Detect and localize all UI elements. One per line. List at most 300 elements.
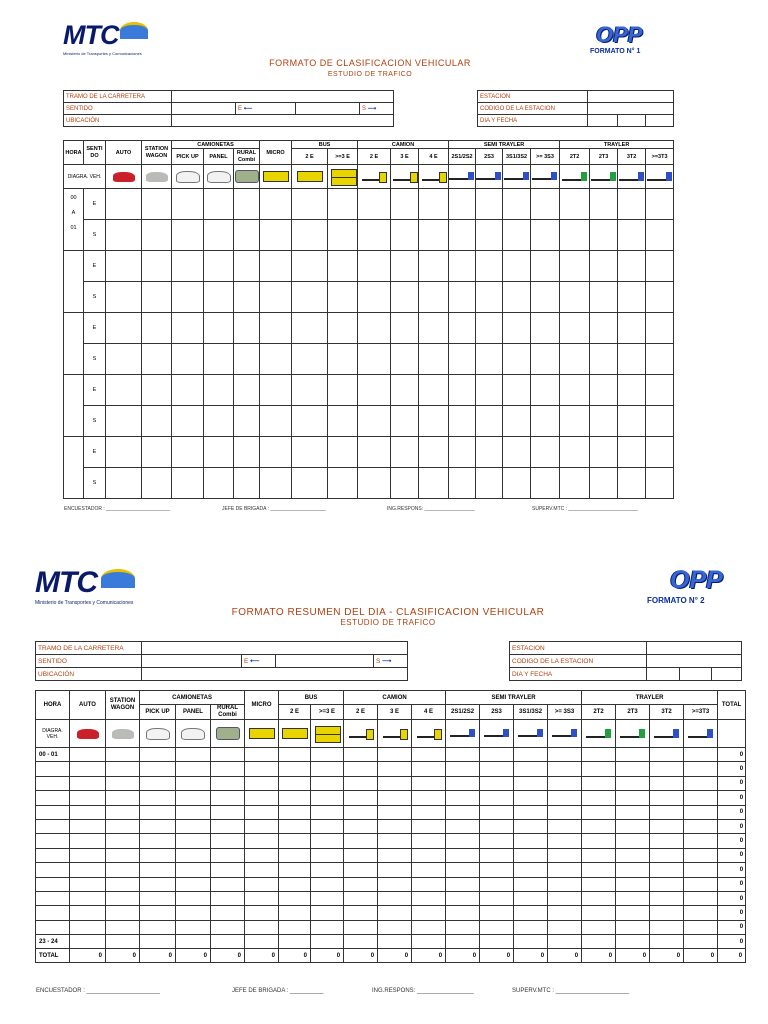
count-cell[interactable] (446, 877, 480, 891)
count-cell[interactable] (358, 437, 391, 468)
count-cell[interactable] (260, 344, 292, 375)
count-cell[interactable] (328, 220, 358, 251)
count-cell[interactable] (70, 920, 106, 934)
count-cell[interactable] (582, 762, 616, 776)
count-cell[interactable] (279, 748, 311, 762)
count-cell[interactable] (412, 748, 446, 762)
count-cell[interactable] (106, 313, 142, 344)
count-cell[interactable] (142, 313, 172, 344)
count-cell[interactable] (204, 406, 234, 437)
count-cell[interactable] (176, 791, 211, 805)
count-cell[interactable] (446, 863, 480, 877)
count-cell[interactable] (279, 834, 311, 848)
count-cell[interactable] (279, 819, 311, 833)
ubicacion-field-2[interactable] (142, 668, 408, 681)
count-cell[interactable] (245, 877, 279, 891)
count-cell[interactable] (514, 791, 548, 805)
count-cell[interactable] (70, 906, 106, 920)
count-cell[interactable] (279, 805, 311, 819)
count-cell[interactable] (172, 468, 204, 499)
count-cell[interactable] (106, 848, 140, 862)
count-cell[interactable] (279, 906, 311, 920)
count-cell[interactable] (684, 906, 718, 920)
count-cell[interactable] (211, 920, 245, 934)
count-cell[interactable] (378, 805, 412, 819)
count-cell[interactable] (234, 220, 260, 251)
count-cell[interactable] (476, 189, 503, 220)
count-cell[interactable] (560, 282, 590, 313)
count-cell[interactable] (328, 437, 358, 468)
count-cell[interactable] (292, 189, 328, 220)
count-cell[interactable] (449, 437, 476, 468)
count-cell[interactable] (650, 834, 684, 848)
count-cell[interactable] (140, 776, 176, 790)
count-cell[interactable] (646, 468, 674, 499)
count-cell[interactable] (419, 375, 449, 406)
count-cell[interactable] (391, 468, 419, 499)
count-cell[interactable] (140, 791, 176, 805)
count-cell[interactable] (560, 220, 590, 251)
count-cell[interactable] (618, 251, 646, 282)
count-cell[interactable] (279, 920, 311, 934)
count-cell[interactable] (560, 468, 590, 499)
count-cell[interactable] (204, 282, 234, 313)
count-cell[interactable] (514, 762, 548, 776)
count-cell[interactable] (106, 251, 142, 282)
count-cell[interactable] (419, 468, 449, 499)
count-cell[interactable] (646, 437, 674, 468)
count-cell[interactable] (646, 189, 674, 220)
count-cell[interactable] (480, 834, 514, 848)
count-cell[interactable] (106, 762, 140, 776)
count-cell[interactable] (344, 805, 378, 819)
count-cell[interactable] (548, 748, 582, 762)
count-cell[interactable] (618, 282, 646, 313)
count-cell[interactable] (378, 848, 412, 862)
count-cell[interactable] (140, 906, 176, 920)
count-cell[interactable] (646, 344, 674, 375)
count-cell[interactable] (140, 819, 176, 833)
count-cell[interactable] (311, 891, 344, 905)
count-cell[interactable] (650, 877, 684, 891)
count-cell[interactable] (582, 935, 616, 949)
count-cell[interactable] (590, 189, 618, 220)
count-cell[interactable] (260, 313, 292, 344)
count-cell[interactable] (548, 762, 582, 776)
count-cell[interactable] (650, 906, 684, 920)
count-cell[interactable] (476, 251, 503, 282)
count-cell[interactable] (245, 791, 279, 805)
count-cell[interactable] (378, 877, 412, 891)
count-cell[interactable] (590, 251, 618, 282)
count-cell[interactable] (142, 251, 172, 282)
count-cell[interactable] (358, 344, 391, 375)
count-cell[interactable] (531, 468, 560, 499)
count-cell[interactable] (176, 848, 211, 862)
count-cell[interactable] (618, 189, 646, 220)
count-cell[interactable] (140, 863, 176, 877)
count-cell[interactable] (548, 891, 582, 905)
count-cell[interactable] (292, 406, 328, 437)
count-cell[interactable] (618, 313, 646, 344)
count-cell[interactable] (391, 220, 419, 251)
count-cell[interactable] (560, 189, 590, 220)
count-cell[interactable] (106, 834, 140, 848)
count-cell[interactable] (211, 891, 245, 905)
count-cell[interactable] (684, 776, 718, 790)
count-cell[interactable] (172, 282, 204, 313)
count-cell[interactable] (140, 834, 176, 848)
count-cell[interactable] (531, 251, 560, 282)
count-cell[interactable] (449, 468, 476, 499)
count-cell[interactable] (476, 468, 503, 499)
count-cell[interactable] (70, 834, 106, 848)
count-cell[interactable] (344, 877, 378, 891)
count-cell[interactable] (480, 762, 514, 776)
count-cell[interactable] (204, 437, 234, 468)
count-cell[interactable] (176, 762, 211, 776)
count-cell[interactable] (548, 834, 582, 848)
count-cell[interactable] (503, 313, 531, 344)
count-cell[interactable] (292, 313, 328, 344)
count-cell[interactable] (176, 877, 211, 891)
count-cell[interactable] (176, 834, 211, 848)
count-cell[interactable] (378, 791, 412, 805)
count-cell[interactable] (548, 805, 582, 819)
count-cell[interactable] (344, 848, 378, 862)
count-cell[interactable] (616, 791, 650, 805)
count-cell[interactable] (391, 251, 419, 282)
count-cell[interactable] (616, 834, 650, 848)
count-cell[interactable] (279, 891, 311, 905)
count-cell[interactable] (70, 791, 106, 805)
count-cell[interactable] (503, 468, 531, 499)
sentido-s-2[interactable] (374, 655, 408, 668)
count-cell[interactable] (582, 848, 616, 862)
count-cell[interactable] (480, 791, 514, 805)
count-cell[interactable] (172, 406, 204, 437)
count-cell[interactable] (646, 282, 674, 313)
count-cell[interactable] (582, 776, 616, 790)
count-cell[interactable] (590, 313, 618, 344)
count-cell[interactable] (328, 375, 358, 406)
count-cell[interactable] (172, 313, 204, 344)
count-cell[interactable] (616, 920, 650, 934)
count-cell[interactable] (328, 282, 358, 313)
count-cell[interactable] (560, 406, 590, 437)
count-cell[interactable] (446, 935, 480, 949)
count-cell[interactable] (650, 863, 684, 877)
count-cell[interactable] (172, 437, 204, 468)
count-cell[interactable] (646, 375, 674, 406)
count-cell[interactable] (449, 344, 476, 375)
count-cell[interactable] (140, 762, 176, 776)
count-cell[interactable] (106, 776, 140, 790)
count-cell[interactable] (260, 437, 292, 468)
count-cell[interactable] (684, 891, 718, 905)
count-cell[interactable] (531, 344, 560, 375)
count-cell[interactable] (476, 406, 503, 437)
count-cell[interactable] (311, 776, 344, 790)
count-cell[interactable] (211, 906, 245, 920)
count-cell[interactable] (106, 935, 140, 949)
count-cell[interactable] (548, 920, 582, 934)
count-cell[interactable] (234, 251, 260, 282)
count-cell[interactable] (176, 906, 211, 920)
count-cell[interactable] (480, 877, 514, 891)
count-cell[interactable] (412, 805, 446, 819)
count-cell[interactable] (172, 251, 204, 282)
count-cell[interactable] (172, 189, 204, 220)
count-cell[interactable] (582, 819, 616, 833)
count-cell[interactable] (106, 920, 140, 934)
count-cell[interactable] (419, 344, 449, 375)
count-cell[interactable] (590, 282, 618, 313)
count-cell[interactable] (616, 748, 650, 762)
count-cell[interactable] (292, 344, 328, 375)
count-cell[interactable] (412, 834, 446, 848)
count-cell[interactable] (70, 848, 106, 862)
count-cell[interactable] (106, 344, 142, 375)
count-cell[interactable] (328, 313, 358, 344)
count-cell[interactable] (245, 776, 279, 790)
count-cell[interactable] (650, 920, 684, 934)
count-cell[interactable] (378, 891, 412, 905)
count-cell[interactable] (419, 251, 449, 282)
count-cell[interactable] (412, 791, 446, 805)
count-cell[interactable] (618, 375, 646, 406)
count-cell[interactable] (344, 906, 378, 920)
count-cell[interactable] (358, 251, 391, 282)
count-cell[interactable] (531, 313, 560, 344)
count-cell[interactable] (260, 220, 292, 251)
count-cell[interactable] (211, 863, 245, 877)
count-cell[interactable] (311, 935, 344, 949)
count-cell[interactable] (204, 220, 234, 251)
count-cell[interactable] (476, 282, 503, 313)
count-cell[interactable] (106, 282, 142, 313)
count-cell[interactable] (106, 863, 140, 877)
count-cell[interactable] (378, 748, 412, 762)
count-cell[interactable] (449, 375, 476, 406)
count-cell[interactable] (260, 251, 292, 282)
count-cell[interactable] (106, 375, 142, 406)
count-cell[interactable] (204, 251, 234, 282)
count-cell[interactable] (503, 282, 531, 313)
count-cell[interactable] (480, 891, 514, 905)
count-cell[interactable] (412, 877, 446, 891)
count-cell[interactable] (142, 406, 172, 437)
codigo-field-2[interactable] (647, 655, 742, 668)
count-cell[interactable] (70, 805, 106, 819)
count-cell[interactable] (358, 468, 391, 499)
count-cell[interactable] (234, 313, 260, 344)
count-cell[interactable] (378, 819, 412, 833)
count-cell[interactable] (476, 437, 503, 468)
count-cell[interactable] (106, 189, 142, 220)
count-cell[interactable] (70, 762, 106, 776)
count-cell[interactable] (616, 819, 650, 833)
count-cell[interactable] (204, 189, 234, 220)
count-cell[interactable] (446, 906, 480, 920)
count-cell[interactable] (140, 748, 176, 762)
count-cell[interactable] (172, 344, 204, 375)
count-cell[interactable] (476, 375, 503, 406)
count-cell[interactable] (311, 791, 344, 805)
count-cell[interactable] (391, 189, 419, 220)
count-cell[interactable] (476, 344, 503, 375)
count-cell[interactable] (211, 834, 245, 848)
count-cell[interactable] (449, 282, 476, 313)
count-cell[interactable] (106, 906, 140, 920)
dia-field-1[interactable] (588, 115, 618, 127)
count-cell[interactable] (328, 344, 358, 375)
count-cell[interactable] (234, 189, 260, 220)
count-cell[interactable] (311, 920, 344, 934)
count-cell[interactable] (412, 906, 446, 920)
count-cell[interactable] (279, 848, 311, 862)
count-cell[interactable] (211, 776, 245, 790)
count-cell[interactable] (582, 863, 616, 877)
count-cell[interactable] (446, 776, 480, 790)
count-cell[interactable] (684, 877, 718, 891)
count-cell[interactable] (70, 748, 106, 762)
count-cell[interactable] (618, 344, 646, 375)
count-cell[interactable] (311, 819, 344, 833)
count-cell[interactable] (616, 776, 650, 790)
count-cell[interactable] (245, 762, 279, 776)
count-cell[interactable] (142, 282, 172, 313)
count-cell[interactable] (391, 344, 419, 375)
count-cell[interactable] (279, 791, 311, 805)
count-cell[interactable] (176, 920, 211, 934)
count-cell[interactable] (292, 251, 328, 282)
count-cell[interactable] (446, 819, 480, 833)
count-cell[interactable] (311, 877, 344, 891)
count-cell[interactable] (646, 406, 674, 437)
count-cell[interactable] (446, 748, 480, 762)
count-cell[interactable] (446, 791, 480, 805)
count-cell[interactable] (548, 863, 582, 877)
count-cell[interactable] (650, 819, 684, 833)
count-cell[interactable] (446, 762, 480, 776)
count-cell[interactable] (503, 189, 531, 220)
count-cell[interactable] (234, 344, 260, 375)
count-cell[interactable] (514, 819, 548, 833)
count-cell[interactable] (412, 863, 446, 877)
count-cell[interactable] (582, 834, 616, 848)
count-cell[interactable] (106, 406, 142, 437)
count-cell[interactable] (378, 863, 412, 877)
count-cell[interactable] (531, 189, 560, 220)
count-cell[interactable] (142, 468, 172, 499)
count-cell[interactable] (419, 189, 449, 220)
count-cell[interactable] (358, 220, 391, 251)
count-cell[interactable] (140, 935, 176, 949)
count-cell[interactable] (328, 189, 358, 220)
count-cell[interactable] (582, 906, 616, 920)
count-cell[interactable] (531, 406, 560, 437)
count-cell[interactable] (245, 906, 279, 920)
count-cell[interactable] (142, 189, 172, 220)
count-cell[interactable] (646, 313, 674, 344)
count-cell[interactable] (646, 251, 674, 282)
count-cell[interactable] (684, 805, 718, 819)
count-cell[interactable] (412, 920, 446, 934)
count-cell[interactable] (106, 468, 142, 499)
count-cell[interactable] (419, 437, 449, 468)
count-cell[interactable] (616, 891, 650, 905)
count-cell[interactable] (616, 906, 650, 920)
count-cell[interactable] (650, 935, 684, 949)
count-cell[interactable] (140, 848, 176, 862)
count-cell[interactable] (245, 848, 279, 862)
count-cell[interactable] (378, 776, 412, 790)
count-cell[interactable] (503, 437, 531, 468)
count-cell[interactable] (391, 282, 419, 313)
count-cell[interactable] (590, 406, 618, 437)
count-cell[interactable] (245, 891, 279, 905)
count-cell[interactable] (446, 891, 480, 905)
count-cell[interactable] (480, 848, 514, 862)
count-cell[interactable] (684, 791, 718, 805)
count-cell[interactable] (412, 776, 446, 790)
count-cell[interactable] (449, 189, 476, 220)
count-cell[interactable] (590, 437, 618, 468)
count-cell[interactable] (344, 891, 378, 905)
count-cell[interactable] (344, 863, 378, 877)
count-cell[interactable] (211, 819, 245, 833)
count-cell[interactable] (245, 819, 279, 833)
count-cell[interactable] (560, 375, 590, 406)
estacion-field-2[interactable] (647, 642, 742, 655)
count-cell[interactable] (292, 282, 328, 313)
count-cell[interactable] (311, 748, 344, 762)
count-cell[interactable] (234, 468, 260, 499)
count-cell[interactable] (446, 920, 480, 934)
count-cell[interactable] (391, 406, 419, 437)
count-cell[interactable] (176, 863, 211, 877)
count-cell[interactable] (70, 877, 106, 891)
count-cell[interactable] (419, 313, 449, 344)
count-cell[interactable] (590, 468, 618, 499)
count-cell[interactable] (590, 375, 618, 406)
count-cell[interactable] (142, 220, 172, 251)
count-cell[interactable] (140, 891, 176, 905)
count-cell[interactable] (311, 834, 344, 848)
count-cell[interactable] (70, 935, 106, 949)
count-cell[interactable] (358, 189, 391, 220)
count-cell[interactable] (446, 834, 480, 848)
count-cell[interactable] (618, 406, 646, 437)
count-cell[interactable] (211, 805, 245, 819)
count-cell[interactable] (480, 935, 514, 949)
count-cell[interactable] (531, 375, 560, 406)
count-cell[interactable] (548, 848, 582, 862)
count-cell[interactable] (618, 220, 646, 251)
count-cell[interactable] (650, 805, 684, 819)
count-cell[interactable] (476, 220, 503, 251)
count-cell[interactable] (311, 863, 344, 877)
count-cell[interactable] (616, 805, 650, 819)
count-cell[interactable] (582, 748, 616, 762)
count-cell[interactable] (245, 748, 279, 762)
count-cell[interactable] (344, 776, 378, 790)
count-cell[interactable] (140, 877, 176, 891)
count-cell[interactable] (514, 935, 548, 949)
count-cell[interactable] (211, 935, 245, 949)
count-cell[interactable] (419, 282, 449, 313)
